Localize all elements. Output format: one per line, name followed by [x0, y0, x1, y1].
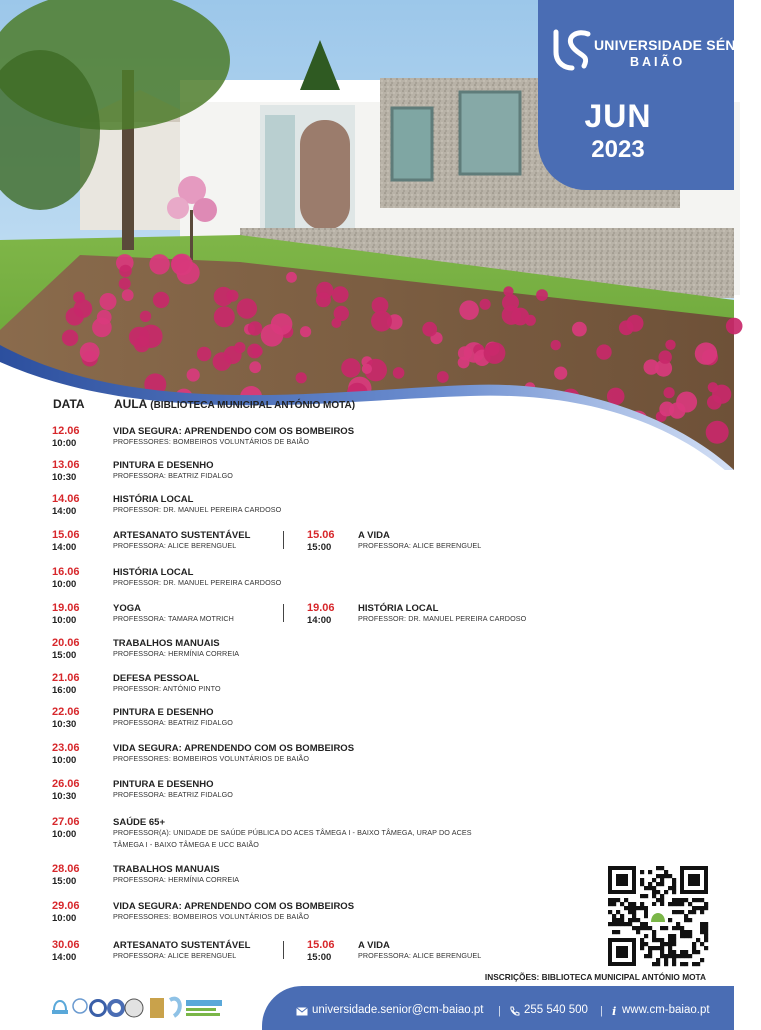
class-date: 19.06 — [52, 602, 80, 614]
class-title: YOGA — [113, 603, 141, 614]
class-teacher: PROFESSORES: BOMBEIROS VOLUNTÁRIOS DE BAIÃO — [113, 912, 310, 921]
class-time: 10:30 — [52, 719, 77, 730]
registration-note: INSCRIÇÕES: BIBLIOTECA MUNICIPAL ANTÓNIO MOTA — [484, 972, 706, 982]
class-teacher: PROFESSORA: ALICE BERENGUEL — [358, 951, 482, 960]
brand-subname: BAIÃO — [630, 55, 686, 69]
class-time: 14:00 — [307, 615, 332, 626]
footer-email[interactable]: universidade.senior@cm-baiao.pt — [312, 1004, 484, 1016]
class-date: 23.06 — [52, 742, 80, 754]
class-title: HISTÓRIA LOCAL — [358, 603, 439, 614]
class-date: 29.06 — [52, 900, 80, 912]
class-date: 19.06 — [307, 602, 335, 614]
class-teacher: PROFESSOR(A): UNIDADE DE SAÚDE PÚBLICA DO ACES TÂMEGA I - BAIXO TÂMEGA, URAP DO ACES — [113, 828, 472, 837]
class-title: HISTÓRIA LOCAL — [113, 567, 194, 578]
class-date: 16.06 — [52, 566, 80, 578]
class-title: VIDA SEGURA: APRENDENDO COM OS BOMBEIROS — [113, 426, 355, 437]
class-teacher: PROFESSOR: ANTÓNIO PINTO — [113, 684, 221, 693]
class-teacher: PROFESSORA: BEATRIZ FIDALGO — [113, 471, 233, 480]
class-teacher: PROFESSORA: HERMÍNIA CORREIA — [113, 649, 240, 658]
partner-logos — [50, 992, 230, 1022]
class-teacher: PROFESSORES: BOMBEIROS VOLUNTÁRIOS DE BAIÃO — [113, 754, 310, 763]
class-teacher: PROFESSOR: DR. MANUEL PEREIRA CARDOSO — [113, 505, 282, 514]
class-title: VIDA SEGURA: APRENDENDO COM OS BOMBEIROS — [113, 743, 355, 754]
year-label: 2023 — [591, 136, 645, 163]
class-date: 21.06 — [52, 672, 80, 684]
class-time: 14:00 — [52, 952, 77, 963]
class-title: TRABALHOS MANUAIS — [113, 638, 220, 649]
phone-icon — [509, 1006, 520, 1017]
class-date: 15.06 — [52, 529, 80, 541]
class-date: 20.06 — [52, 637, 80, 649]
class-date: 13.06 — [52, 459, 80, 471]
footer-phone[interactable]: 255 540 500 — [524, 1004, 588, 1016]
class-date: 14.06 — [52, 493, 80, 505]
class-date: 12.06 — [52, 425, 80, 437]
class-teacher: PROFESSOR: DR. MANUEL PEREIRA CARDOSO — [358, 614, 527, 623]
brand-panel — [538, 0, 761, 190]
class-time: 16:00 — [52, 685, 77, 696]
class-date: 15.06 — [307, 529, 335, 541]
class-teacher: PROFESSORA: ALICE BERENGUEL — [113, 541, 237, 550]
column-divider — [283, 604, 284, 622]
class-title: A VIDA — [358, 940, 390, 951]
brand-name: UNIVERSIDADE SÉNIOR — [594, 37, 761, 53]
class-title: HISTÓRIA LOCAL — [113, 494, 194, 505]
class-teacher: PROFESSORA: BEATRIZ FIDALGO — [113, 718, 233, 727]
class-teacher: PROFESSORA: HERMÍNIA CORREIA — [113, 875, 240, 884]
footer-website[interactable]: www.cm-baiao.pt — [622, 1004, 710, 1016]
class-time: 10:00 — [52, 755, 77, 766]
footer-divider: | — [498, 1005, 501, 1017]
info-icon: i — [612, 1004, 617, 1018]
class-title: ARTESANATO SUSTENTÁVEL — [113, 940, 251, 951]
class-time: 14:00 — [52, 542, 77, 553]
logo-mark-icon — [550, 26, 594, 72]
header-class-location: (BIBLIOTECA MUNICIPAL ANTÓNIO MOTA) — [150, 400, 356, 411]
header-class-label: AULA — [114, 397, 147, 411]
class-time: 10:00 — [52, 829, 77, 840]
class-title: PINTURA E DESENHO — [113, 707, 214, 718]
class-teacher: PROFESSORA: ALICE BERENGUEL — [358, 541, 482, 550]
class-title: ARTESANATO SUSTENTÁVEL — [113, 530, 251, 541]
column-divider — [283, 941, 284, 959]
footer-contact-bar — [262, 986, 734, 1030]
class-teacher-cont: TÂMEGA I - BAIXO TÂMEGA E UCC BAIÃO — [113, 840, 259, 849]
class-time: 15:00 — [307, 542, 332, 553]
class-title: SAÚDE 65+ — [113, 817, 166, 828]
month-label: JUN — [584, 98, 652, 134]
class-date: 28.06 — [52, 863, 80, 875]
mail-icon — [296, 1007, 308, 1016]
class-teacher: PROFESSORA: ALICE BERENGUEL — [113, 951, 237, 960]
column-divider — [283, 531, 284, 549]
class-teacher: PROFESSORES: BOMBEIROS VOLUNTÁRIOS DE BAIÃO — [113, 437, 310, 446]
class-title: A VIDA — [358, 530, 390, 541]
class-teacher: PROFESSORA: BEATRIZ FIDALGO — [113, 790, 233, 799]
header-date: DATA — [53, 397, 85, 411]
logo-baiao-icon — [52, 1001, 68, 1014]
class-time: 10:00 — [52, 615, 77, 626]
class-teacher: PROFESSORA: TAMARA MOTRICH — [113, 614, 234, 623]
class-time: 10:00 — [52, 913, 77, 924]
class-time: 10:30 — [52, 791, 77, 802]
class-time: 10:00 — [52, 579, 77, 590]
class-time: 14:00 — [52, 506, 77, 517]
class-time: 10:30 — [52, 472, 77, 483]
class-date: 30.06 — [52, 939, 80, 951]
class-title: DEFESA PESSOAL — [113, 673, 200, 684]
qr-code[interactable] — [608, 866, 708, 966]
footer-divider-2: | — [600, 1005, 603, 1017]
class-title: PINTURA E DESENHO — [113, 460, 214, 471]
class-title: TRABALHOS MANUAIS — [113, 864, 220, 875]
class-date: 15.06 — [307, 939, 335, 951]
class-date: 26.06 — [52, 778, 80, 790]
class-time: 10:00 — [52, 438, 77, 449]
class-time: 15:00 — [52, 650, 77, 661]
class-time: 15:00 — [307, 952, 332, 963]
class-time: 15:00 — [52, 876, 77, 887]
class-teacher: PROFESSOR: DR. MANUEL PEREIRA CARDOSO — [113, 578, 282, 587]
class-title: PINTURA E DESENHO — [113, 779, 214, 790]
class-title: VIDA SEGURA: APRENDENDO COM OS BOMBEIROS — [113, 901, 355, 912]
class-date: 27.06 — [52, 816, 80, 828]
class-date: 22.06 — [52, 706, 80, 718]
